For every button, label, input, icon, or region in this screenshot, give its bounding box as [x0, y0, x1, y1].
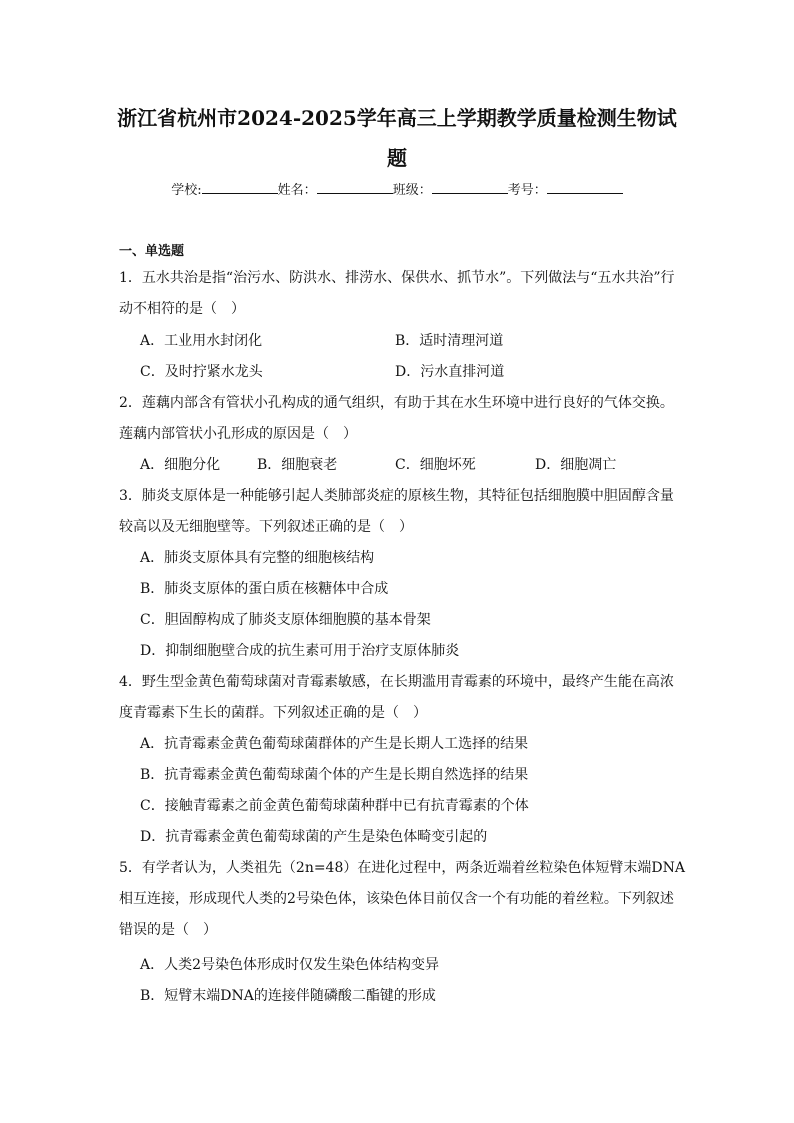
- school-blank: [202, 181, 278, 194]
- question-4-option-a: A．抗青霉素金黄色葡萄球菌群体的产生是长期人工选择的结果: [140, 736, 529, 752]
- question-5-option-a: A．人类2号染色体形成时仅发生染色体结构变异: [140, 957, 440, 973]
- exam-number-label: 考号：: [507, 183, 547, 198]
- option-b: B．适时清理河道: [395, 333, 504, 349]
- page-title-continued: 题: [387, 146, 407, 170]
- question-3-option-b: B．肺炎支原体的蛋白质在核糖体中合成: [140, 581, 389, 597]
- question-3-line-2: 较高以及无细胞壁等。下列叙述正确的是（ ）: [119, 519, 413, 535]
- option-a: A．工业用水封闭化: [140, 333, 263, 349]
- question-2-line-2: 莲藕内部管状小孔形成的原因是（ ）: [119, 426, 357, 442]
- question-3-option-c: C．胆固醇构成了肺炎支原体细胞膜的基本骨架: [140, 612, 431, 628]
- option-c: C．细胞坏死: [395, 457, 476, 473]
- question-4-option-d: D．抗青霉素金黄色葡萄球菌的产生是染色体畸变引起的: [140, 829, 488, 845]
- student-info-line: [0, 181, 794, 200]
- question-4-line-1: 4．野生型金黄色葡萄球菌对青霉素敏感，在长期滥用青霉素的环境中，最终产生能在高浓: [119, 674, 674, 690]
- question-5-line-1: 5．有学者认为，人类祖先（2n=48）在进化过程中，两条近端着丝粒染色体短臂末端DNA: [119, 860, 685, 876]
- question-5-line-2: 相互连接，形成现代人类的2号染色体，该染色体目前仅含一个有功能的着丝粒。下列叙述: [119, 891, 674, 907]
- name-label: 姓名：: [277, 183, 317, 198]
- exam-number-blank: [547, 181, 623, 194]
- school-label: 学校:: [171, 183, 202, 198]
- question-4-option-c: C．接触青霉素之前金黄色葡萄球菌种群中已有抗青霉素的个体: [140, 798, 529, 814]
- option-d: D．污水直排河道: [395, 364, 505, 380]
- question-1-line-1: 1．五水共治是指“治污水、防洪水、排涝水、保供水、抓节水”。下列做法与“五水共治”行: [119, 270, 675, 286]
- page-title: 浙江省杭州市2024-2025学年高三上学期教学质量检测生物试: [117, 106, 677, 130]
- question-5-option-b: B．短臂末端DNA的连接伴随磷酸二酯键的形成: [140, 988, 436, 1004]
- name-blank: [317, 181, 393, 194]
- class-label: 班级：: [392, 183, 432, 198]
- question-5-line-3: 错误的是（ ）: [119, 922, 217, 938]
- question-4-line-2: 度青霉素下生长的菌群。下列叙述正确的是（ ）: [119, 705, 427, 721]
- option-b: B．细胞衰老: [257, 457, 338, 473]
- question-3-option-a: A．肺炎支原体具有完整的细胞核结构: [140, 550, 375, 566]
- question-4-option-b: B．抗青霉素金黄色葡萄球菌个体的产生是长期自然选择的结果: [140, 767, 529, 783]
- question-3-line-1: 3．肺炎支原体是一种能够引起人类肺部炎症的原核生物，其特征包括细胞膜中胆固醇含量: [119, 488, 674, 504]
- question-3-option-d: D．抑制细胞壁合成的抗生素可用于治疗支原体肺炎: [140, 643, 460, 659]
- section-heading: 一、单选题: [119, 244, 185, 259]
- question-1-line-2: 动不相符的是（ ）: [119, 301, 245, 317]
- class-blank: [432, 181, 508, 194]
- option-c: C．及时拧紧水龙头: [140, 364, 263, 380]
- question-2-line-1: 2．莲藕内部含有管状小孔构成的通气组织，有助于其在水生环境中进行良好的气体交换。: [119, 395, 674, 411]
- option-d: D．细胞凋亡: [535, 457, 617, 473]
- option-a: A．细胞分化: [140, 457, 221, 473]
